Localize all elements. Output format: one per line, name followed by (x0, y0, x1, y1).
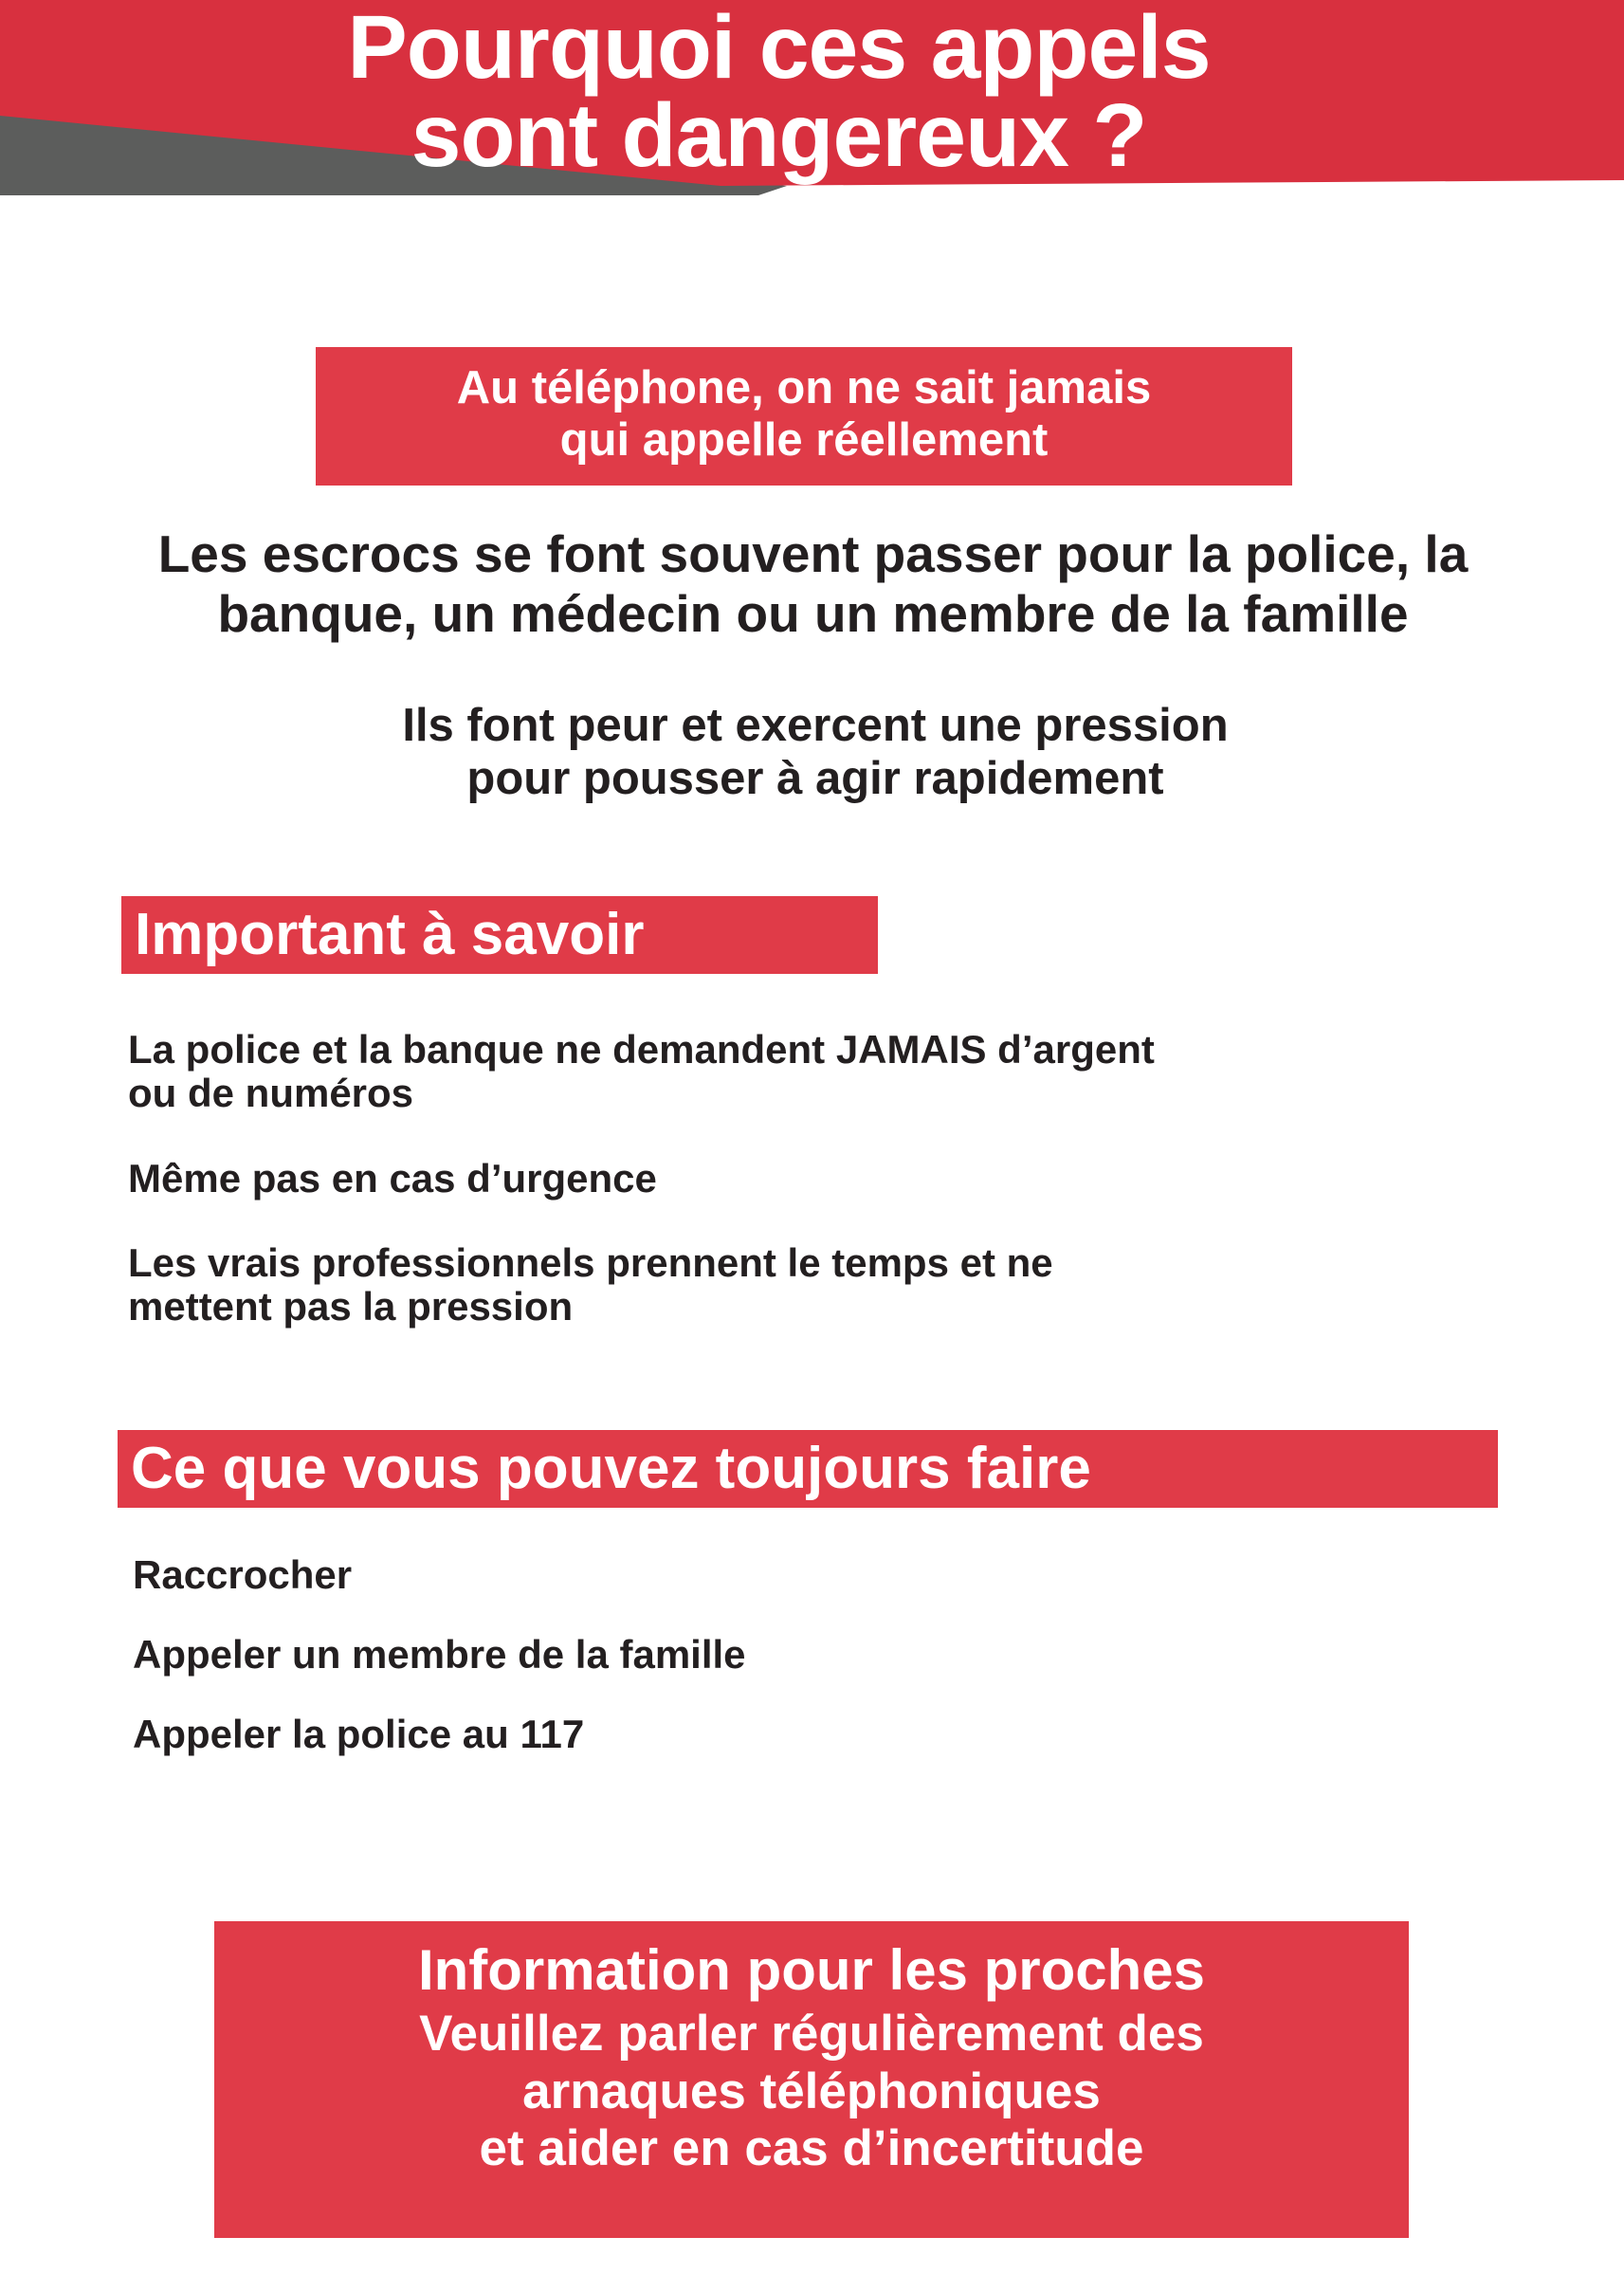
callout-phone-anonymity (316, 347, 1292, 486)
paragraph-pressure-line-1: Ils font peur et exercent une pression (402, 700, 1229, 751)
footer-title: Information pour les proches (417, 1938, 1206, 2002)
list-item-call-police-117 (133, 1713, 1270, 1756)
list-item-call-family-member (133, 1633, 1270, 1677)
section-header-actions-you-can-take (118, 1430, 1498, 1508)
list-item-even-in-emergency (128, 1157, 1531, 1201)
section-header-actions-label: Ce que vous pouvez toujours faire (131, 1436, 1091, 1501)
section-header-important-a-savoir (121, 896, 878, 974)
list-item-hang-up-label: Raccrocher (133, 1552, 353, 1597)
list-item-call-police-117-label: Appeler la police au 117 (133, 1712, 585, 1756)
list-item-real-professionals (128, 1241, 1531, 1329)
list-item-hang-up (133, 1553, 1270, 1597)
list-item-even-in-emergency-line-1: Même pas en cas d’urgence (128, 1156, 657, 1201)
footer-line-2: arnaques téléphoniques (522, 2063, 1101, 2119)
section-header-important-label: Important à savoir (135, 902, 645, 967)
paragraph-impersonation (28, 524, 1597, 643)
page-title-line-2: sont dangereux ? (411, 85, 1147, 187)
paragraph-pressure-line-2: pour pousser à agir rapidement (466, 752, 1164, 804)
footer-line-1: Veuillez parler régulièrement des (419, 2006, 1204, 2063)
list-item-call-family-member-label: Appeler un membre de la famille (133, 1632, 746, 1677)
paragraph-pressure (142, 700, 1488, 806)
list-item-real-professionals-line-1: Les vrais professionnels prennent le temps et ne (128, 1240, 1053, 1285)
list-item-never-ask-money-line-2: ou de numéros (128, 1071, 414, 1116)
footer-line-3: et aider en cas d’incertitude (479, 2120, 1144, 2176)
callout-phone-line-1: Au téléphone, on ne sait jamais (456, 362, 1152, 413)
page-title-line-1: Pourquoi ces appels (347, 0, 1211, 98)
paragraph-impersonation-line-1: Les escrocs se font souvent passer pour la police, la (157, 524, 1469, 583)
footer-information-for-relatives (214, 1921, 1409, 2238)
list-item-never-ask-money (128, 1028, 1531, 1115)
list-item-never-ask-money-line-1: La police et la banque ne demandent JAMAIS d’argent (128, 1027, 1155, 1072)
paragraph-impersonation-line-2: banque, un médecin ou un membre de la famille (217, 583, 1409, 643)
callout-phone-line-2: qui appelle réellement (559, 413, 1049, 466)
list-item-real-professionals-line-2: mettent pas la pression (128, 1284, 574, 1329)
page-title (0, 0, 1624, 187)
